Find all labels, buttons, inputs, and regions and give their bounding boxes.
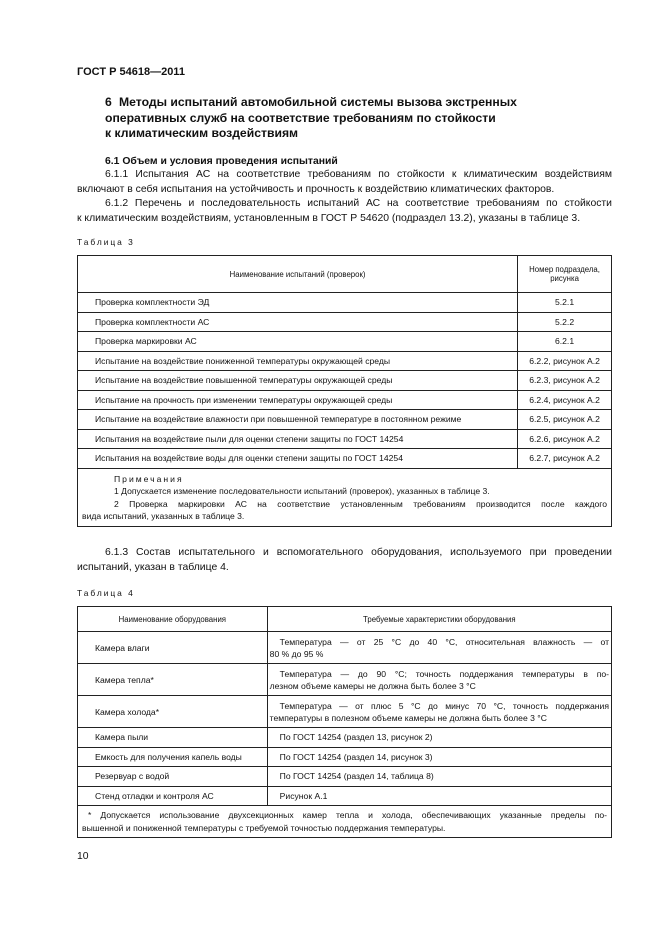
- test-name: Испытание на прочность при изменении температуры окружающей среды: [78, 390, 518, 410]
- footnote-line-1: * Допускается использование двухсекционных камер тепла и холода, обеспечивающих указанные пределы по-: [88, 810, 607, 820]
- table-4-caption: Таблица 4: [77, 588, 135, 598]
- equipment-spec: По ГОСТ 14254 (раздел 14, таблица 8): [267, 767, 611, 787]
- table-row: [78, 786, 612, 806]
- paragraph-line: 6.1.2 Перечень и последовательность испытаний АС на соответствие требованиям по стойкости: [105, 198, 612, 209]
- test-name: Проверка маркировки АС: [78, 332, 518, 352]
- column-header-ref-line-1: Номер подраздела,: [529, 265, 600, 274]
- test-ref: 6.2.3, рисунок А.2: [518, 371, 612, 391]
- equipment-name: Камера влаги: [78, 632, 268, 664]
- table-header-row: [78, 607, 612, 632]
- table-notes: [78, 468, 612, 526]
- table-row: [78, 664, 612, 696]
- column-header-ref: [518, 256, 612, 293]
- column-header-spec: Требуемые характеристики оборудования: [267, 607, 611, 632]
- column-header-ref-line-2: рисунка: [550, 274, 579, 283]
- page-number: 10: [77, 851, 89, 862]
- table-row: [78, 632, 612, 664]
- paragraph-line: включают в себя испытания на устойчивость и прочность к воздействию климатических факторов.: [77, 183, 555, 195]
- equipment-name: Камера пыли: [78, 728, 268, 748]
- paragraph-line: к климатическим воздействиям, установленным в ГОСТ Р 54620 (подраздел 13.2), указаны в таблице 3.: [77, 212, 581, 224]
- table-row: [78, 696, 612, 728]
- table-row: [78, 767, 612, 787]
- spec-line: температуры в полезном объеме камеры не должна быть более 3 °С: [269, 712, 547, 723]
- test-name: Проверка комплектности АС: [78, 312, 518, 332]
- equipment-spec: [267, 664, 611, 696]
- document-header: ГОСТ Р 54618—2011: [77, 66, 185, 78]
- table-row: [78, 351, 612, 371]
- equipment-spec: [267, 632, 611, 664]
- footnote-line-2: вышенной и пониженной температуры с требуемой точностью поддержания температуры.: [82, 822, 446, 833]
- equipment-name: Камера тепла*: [78, 664, 268, 696]
- table-notes-row: [78, 468, 612, 526]
- table-row: [78, 728, 612, 748]
- column-header-equipment: Наименование оборудования: [78, 607, 268, 632]
- test-name: Испытание на воздействие повышенной температуры окружающей среды: [78, 371, 518, 391]
- test-name: Испытания на воздействие пыли для оценки степени защиты по ГОСТ 14254: [78, 429, 518, 449]
- table-row: [78, 293, 612, 313]
- paragraph-6-1-3: [77, 546, 612, 575]
- section-title-line-1: Методы испытаний автомобильной системы вызова экстренных: [119, 95, 517, 109]
- equipment-name: Стенд отладки и контроля АС: [78, 786, 268, 806]
- test-ref: 6.2.2, рисунок А.2: [518, 351, 612, 371]
- equipment-name: Емкость для получения капель воды: [78, 747, 268, 767]
- test-name: Испытания на воздействие воды для оценки степени защиты по ГОСТ 14254: [78, 449, 518, 469]
- test-ref: 5.2.2: [518, 312, 612, 332]
- table-header-row: [78, 256, 612, 293]
- spec-line: лезном объеме камеры не должна быть более 3 °С: [269, 680, 476, 691]
- paragraph-line: 6.1.1 Испытания АС на соответствие требованиям по стойкости к климатическим воздействиям: [105, 169, 612, 180]
- spec-line: Температура — до 90 °С; точность поддержания температуры в по-: [279, 668, 609, 679]
- table-3: [77, 255, 612, 527]
- table-row: [78, 747, 612, 767]
- table-row: [78, 449, 612, 469]
- spec-line: Температура — от 25 °С до 40 °С, относительная влажность — от: [279, 636, 609, 647]
- test-name: Испытание на воздействие влажности при повышенной температуре в постоянном режиме: [78, 410, 518, 430]
- paragraph-line: 6.1.3 Состав испытательного и вспомогательного оборудования, используемого при проведении: [105, 547, 612, 558]
- table-row: [78, 429, 612, 449]
- section-number: 6: [105, 95, 112, 109]
- test-name: Проверка комплектности ЭД: [78, 293, 518, 313]
- table-row: [78, 332, 612, 352]
- table-row: [78, 371, 612, 391]
- test-name: Испытание на воздействие пониженной температуры окружающей среды: [78, 351, 518, 371]
- table-3-caption: Таблица 3: [77, 237, 135, 247]
- test-ref: 6.2.7, рисунок А.2: [518, 449, 612, 469]
- section-title-line-2: оперативных служб на соответствие требованиям по стойкости: [105, 110, 496, 125]
- paragraph-line: испытаний, указан в таблице 4.: [77, 561, 229, 573]
- test-ref: 5.2.1: [518, 293, 612, 313]
- test-ref: 6.2.4, рисунок А.2: [518, 390, 612, 410]
- table-footnote: [78, 806, 612, 838]
- test-ref: 6.2.6, рисунок А.2: [518, 429, 612, 449]
- table-row: [78, 390, 612, 410]
- table-4: [77, 606, 612, 838]
- spec-line: 80 % до 95 %: [269, 648, 324, 659]
- equipment-spec: По ГОСТ 14254 (раздел 14, рисунок 3): [267, 747, 611, 767]
- equipment-name: Резервуар с водой: [78, 767, 268, 787]
- spec-line: Температура — от плюс 5 °С до минус 70 °С, точность поддержания: [279, 700, 609, 711]
- paragraph-6-1-2: [77, 197, 612, 226]
- table-row: [78, 312, 612, 332]
- equipment-spec: [267, 696, 611, 728]
- test-ref: 6.2.5, рисунок А.2: [518, 410, 612, 430]
- table-footnote-row: [78, 806, 612, 838]
- note-2-line-2: вида испытаний, указанных в таблице 3.: [82, 511, 245, 521]
- equipment-name: Камера холода*: [78, 696, 268, 728]
- test-ref: 6.2.1: [518, 332, 612, 352]
- note-1: 1 Допускается изменение последовательности испытаний (проверок), указанных в таблице 3.: [114, 486, 490, 496]
- equipment-spec: По ГОСТ 14254 (раздел 13, рисунок 2): [267, 728, 611, 748]
- subsection-title: 6.1 Объем и условия проведения испытаний: [105, 156, 338, 167]
- note-2-line-1: 2 Проверка маркировки АС на соответствие установленным требованиям производится после каждого: [114, 498, 607, 509]
- section-title-line-3: к климатическим воздействиям: [105, 126, 299, 140]
- paragraph-6-1-1: [77, 168, 612, 197]
- table-row: [78, 410, 612, 430]
- section-title: [105, 95, 575, 142]
- equipment-spec: Рисунок А.1: [267, 786, 611, 806]
- notes-heading: Примечания: [114, 473, 184, 484]
- column-header-name: Наименование испытаний (проверок): [78, 256, 518, 293]
